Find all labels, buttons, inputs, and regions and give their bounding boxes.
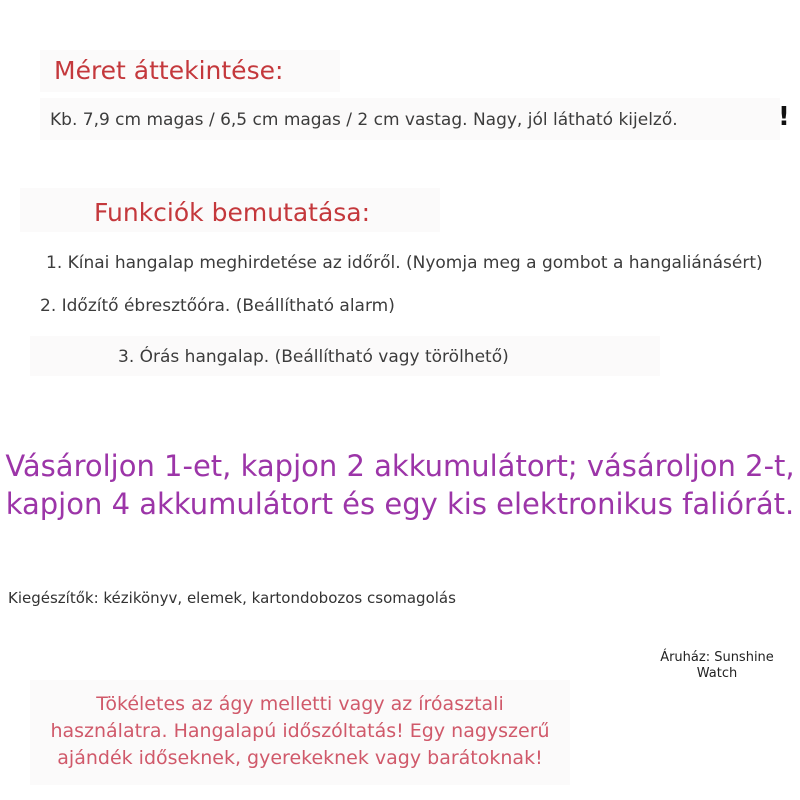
feature-item-2: 2. Időzítő ébresztőóra. (Beállítható alarm) — [40, 296, 395, 316]
accessories-text: Kiegészítők: kézikönyv, elemek, kartondobozos csomagolás — [8, 589, 456, 607]
footer-line-2: használatra. Hangalapú időszóltatás! Egy nagyszerű — [50, 720, 550, 742]
size-text: Kb. 7,9 cm magas / 6,5 cm magas / 2 cm vastag. Nagy, jól látható kijelző. — [50, 110, 678, 130]
promo-text — [0, 447, 800, 523]
store-line-2: Watch — [696, 666, 738, 681]
features-title: Funkciók bemutatása: — [94, 198, 371, 227]
size-title: Méret áttekintése: — [54, 56, 284, 85]
feature-item-1: 1. Kínai hangalap meghirdetése az időről. (Nyomja meg a gombot a hangaliánásért) — [46, 253, 763, 273]
footer-line-3: ajándék időseknek, gyerekeknek vagy barátoknak! — [57, 747, 543, 769]
footer-text — [30, 691, 570, 772]
footer-line-1: Tökéletes az ágy melletti vagy az íróasztali — [96, 693, 504, 715]
store-label — [648, 650, 786, 682]
promo-line-1: Vásároljon 1-et, kapjon 2 akkumulátort; vásároljon 2-t, — [5, 449, 795, 483]
promo-line-2: kapjon 4 akkumulátort és egy kis elektronikus faliórát. — [5, 487, 795, 521]
store-line-1: Áruház: Sunshine — [660, 650, 774, 665]
exclamation-mark: ! — [778, 102, 790, 132]
feature-item-3: 3. Órás hangalap. (Beállítható vagy törölhető) — [118, 347, 509, 367]
